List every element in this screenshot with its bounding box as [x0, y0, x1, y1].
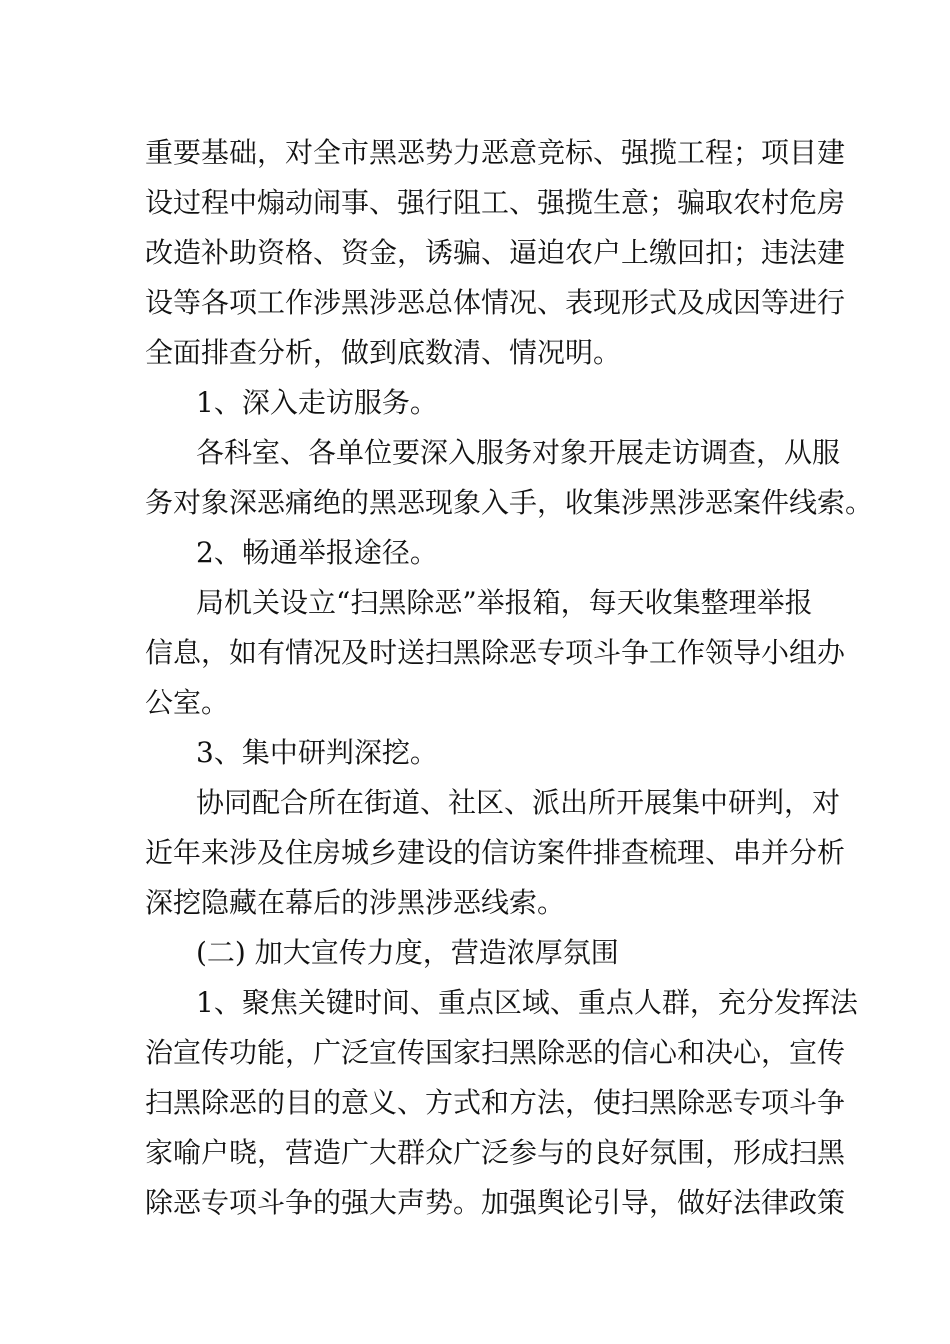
body-text-line: 局机关设立“扫黑除恶”举报箱，每天收集整理举报 — [196, 586, 813, 619]
body-text-line: 协同配合所在街道、社区、派出所开展集中研判，对 — [196, 786, 841, 819]
body-text-line: 家喻户晓，营造广大群众广泛参与的良好氛围，形成扫黑 — [145, 1136, 846, 1169]
subheading-line: 1、深入走访服务。 — [196, 386, 438, 419]
section-heading: (二) 加大宣传力度，营造浓厚氛围 — [196, 936, 619, 969]
body-text-line: 设过程中煽动闹事、强行阻工、强揽生意；骗取农村危房 — [145, 186, 846, 219]
body-text-line: 务对象深恶痛绝的黑恶现象入手，收集涉黑涉恶案件线索。 — [145, 486, 874, 519]
body-text-line: 全面排查分析，做到底数清、情况明。 — [145, 336, 622, 369]
body-text-line: 公室。 — [145, 686, 230, 719]
body-text-line: 信息，如有情况及时送扫黑除恶专项斗争工作领导小组办 — [145, 636, 846, 669]
body-text-line: 扫黑除恶的目的意义、方式和方法，使扫黑除恶专项斗争 — [145, 1086, 846, 1119]
body-text-line: 除恶专项斗争的强大声势。加强舆论引导，做好法律政策 — [145, 1186, 846, 1219]
body-text-line: 近年来涉及住房城乡建设的信访案件排查梳理、串并分析 — [145, 836, 846, 869]
body-text-line: 各科室、各单位要深入服务对象开展走访调查，从服 — [196, 436, 841, 469]
body-text-line: 治宣传功能，广泛宣传国家扫黑除恶的信心和决心，宣传 — [145, 1036, 846, 1069]
body-text-line: 设等各项工作涉黑涉恶总体情况、表现形式及成因等进行 — [145, 286, 846, 319]
subheading-line: 2、畅通举报途径。 — [196, 536, 438, 569]
body-text-line: 改造补助资格、资金，诱骗、逼迫农户上缴回扣；违法建 — [145, 236, 846, 269]
body-text-line: 重要基础，对全市黑恶势力恶意竞标、强揽工程；项目建 — [145, 136, 846, 169]
body-text-line: 1、聚焦关键时间、重点区域、重点人群，充分发挥法 — [196, 986, 858, 1019]
subheading-line: 3、集中研判深挖。 — [196, 736, 438, 769]
body-text-line: 深挖隐藏在幕后的涉黑涉恶线索。 — [145, 886, 566, 919]
